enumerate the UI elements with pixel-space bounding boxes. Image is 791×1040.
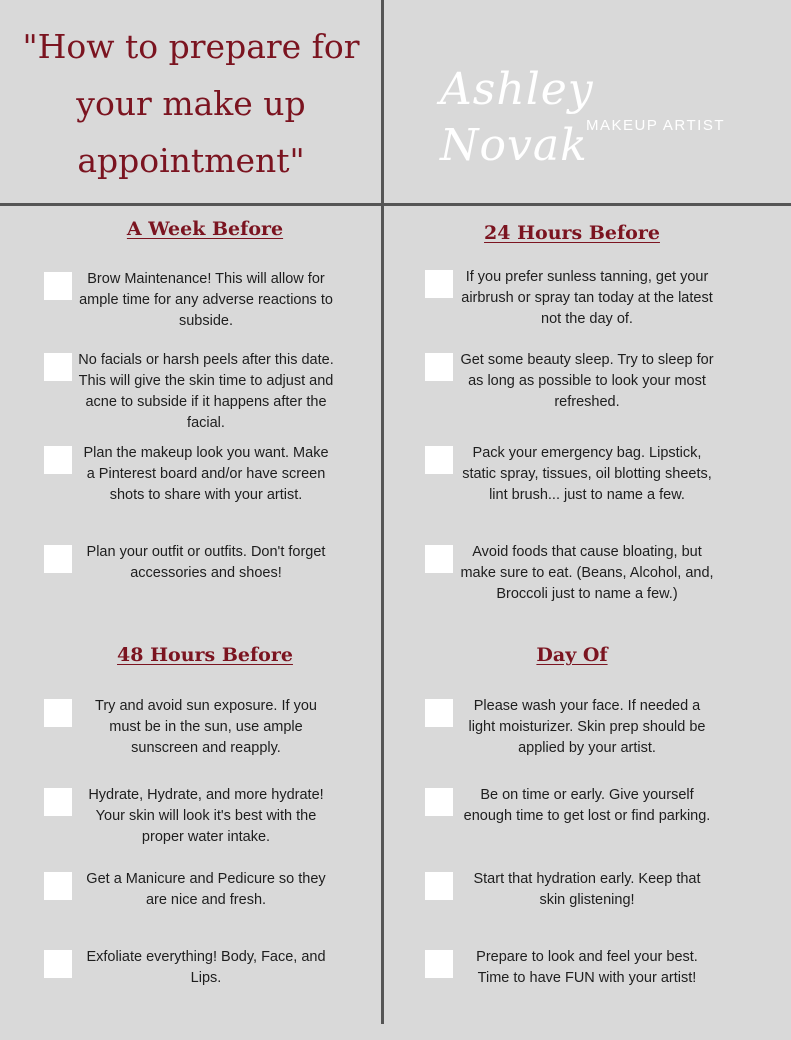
logo-name: Ashley Novak <box>440 64 594 171</box>
checkbox[interactable] <box>425 353 453 381</box>
horizontal-divider <box>0 203 791 206</box>
checkbox[interactable] <box>44 272 72 300</box>
item-text: Exfoliate everything! Body, Face, and Lips. <box>86 949 326 986</box>
checklist-item <box>44 788 384 878</box>
checklist-item <box>44 353 384 443</box>
checkbox[interactable] <box>425 872 453 900</box>
logo-subtitle: MAKEUP ARTIST <box>586 117 725 134</box>
item-text: Be on time or early. Give yourself enough time to get lost or find parking. <box>463 787 711 824</box>
page-title: "How to prepare for your make up appointment" <box>22 27 360 180</box>
section-heading-week-before: A Week Before <box>126 218 284 240</box>
checkbox[interactable] <box>425 270 453 298</box>
item-text: Plan your outfit or outfits. Don't forget accessories and shoes! <box>86 544 326 581</box>
checkbox[interactable] <box>425 788 453 816</box>
checkbox[interactable] <box>44 950 72 978</box>
checklist-item <box>425 950 765 1040</box>
item-text: Get a Manicure and Pedicure so they are nice and fresh. <box>86 871 326 908</box>
checkbox[interactable] <box>425 446 453 474</box>
checklist-item <box>44 545 384 635</box>
section-heading-day-of: Day Of <box>536 644 608 666</box>
item-text: Hydrate, Hydrate, and more hydrate! Your skin will look it's best with the proper water intake. <box>88 787 324 845</box>
checklist-item <box>44 272 384 362</box>
checklist-item <box>425 270 765 360</box>
item-text: If you prefer sunless tanning, get your airbrush or spray tan today at the latest not the day of. <box>461 269 713 327</box>
item-text: No facials or harsh peels after this date. This will give the skin time to adjust and acne to subside if it happens after the facial. <box>78 352 334 431</box>
checkbox[interactable] <box>44 788 72 816</box>
item-text: Get some beauty sleep. Try to sleep for as long as possible to look your most refreshed. <box>460 352 714 410</box>
checkbox[interactable] <box>44 699 72 727</box>
section-heading-48-hours-before: 48 Hours Before <box>117 644 293 666</box>
item-text: Plan the makeup look you want. Make a Pinterest board and/or have screen shots to share with your artist. <box>83 445 329 503</box>
checklist-item <box>425 788 765 878</box>
checklist-item <box>44 446 384 536</box>
item-text: Start that hydration early. Keep that skin glistening! <box>473 871 701 908</box>
section-heading-24-hours-before: 24 Hours Before <box>484 222 660 244</box>
checkbox[interactable] <box>44 353 72 381</box>
checkbox[interactable] <box>44 872 72 900</box>
item-text: Please wash your face. If needed a light moisturizer. Skin prep should be applied by your artist. <box>468 698 706 756</box>
item-text: Try and avoid sun exposure. If you must be in the sun, use ample sunscreen and reapply. <box>95 698 317 756</box>
checkbox[interactable] <box>44 545 72 573</box>
item-text: Avoid foods that cause bloating, but make sure to eat. (Beans, Alcohol, and, Broccoli just to name a few.) <box>460 544 714 602</box>
item-text: Brow Maintenance! This will allow for ample time for any adverse reactions to subside. <box>79 271 333 329</box>
checklist-item <box>425 545 765 635</box>
checkbox[interactable] <box>425 950 453 978</box>
checklist-item <box>44 699 384 789</box>
checkbox[interactable] <box>425 545 453 573</box>
brand-logo <box>440 62 740 171</box>
checklist-item <box>425 353 765 443</box>
item-text: Pack your emergency bag. Lipstick, static spray, tissues, oil blotting sheets, lint brush... just to name a few. <box>462 445 712 503</box>
checklist-item <box>425 446 765 536</box>
checklist-item <box>44 950 384 1040</box>
checkbox[interactable] <box>44 446 72 474</box>
checkbox[interactable] <box>425 699 453 727</box>
item-text: Prepare to look and feel your best. Time to have FUN with your artist! <box>476 949 698 986</box>
checklist-item <box>425 699 765 789</box>
